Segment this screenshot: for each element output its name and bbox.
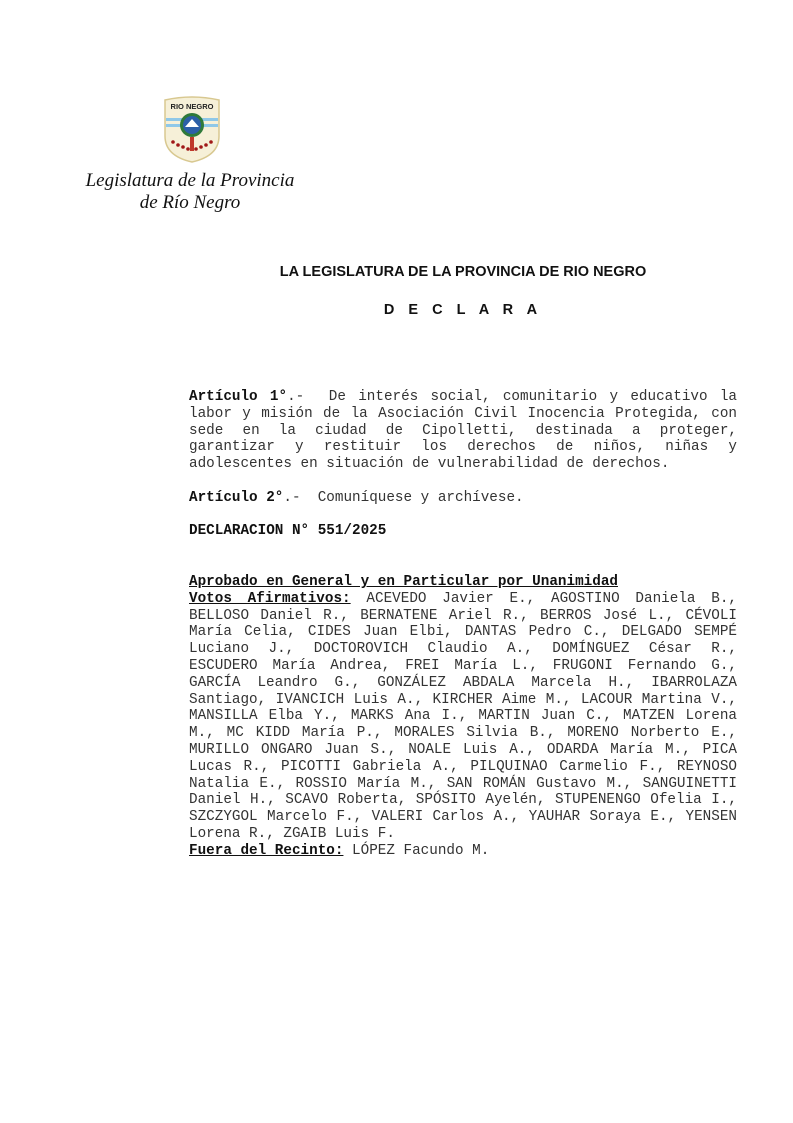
declaration-number [189,523,737,540]
absent-paragraph [189,843,737,860]
organization-line-1: Legislatura de la Provincia [85,170,295,191]
article-1 [189,389,737,473]
document-title: LA LEGISLATURA DE LA PROVINCIA DE RIO NEGRO [279,264,647,280]
organization-name [80,170,300,214]
votes-list: ACEVEDO Javier E., AGOSTINO Daniela B., BELLOSO Daniel R., BERNATENE Ariel R., BERROS José L., CÉVOLI María Celia, CIDES Juan Elbi, DANTAS Pedro C., DELGADO SEMPÉ Luciano J., DOCTOROVICH Claudio A., DOMÍNGUEZ César R., ESCUDERO María Andrea, FREI María L., FRUGONI Fernando G., GARCÍA Leandro G., GONZÁLEZ ABDALA Marcela H., IBARROLAZA Santiago, IVANCICH Luis A., KIRCHER Aime M., LACOUR Martina V., MANSILLA Elba Y., MARKS Ana I., MARTIN Juan C., MATZEN Lorena M., MC KIDD María P., MORALES Silvia B., MORENO Norberto E., MURILLO ONGARO Juan S., NOALE Luis A., ODARDA María M., PICA Lucas R., PICOTTI Gabriela A., PILQUINAO Carmelio F., REYNOSO Natalia E., ROSSIO María M., SAN ROMÁN Gustavo M., SANGUINETTI Daniel H., SCAVO Roberta, SPÓSITO Ayelén, STUPENENGO Ofelia I., SZCZYGOL Marcelo F., VALERI Carlos A., YAUHAR Soraya E., YENSEN Lorena R., ZGAIB Luis F. [189,590,737,842]
article-2-label: Artículo 2° [189,490,284,506]
article-2-separator: .- [283,490,301,506]
logo-text: RIO NEGRO [170,102,214,111]
voting-record [189,574,737,860]
absent-list: LÓPEZ Facundo M. [352,842,490,859]
organization-line-2: de Río Negro [139,192,241,213]
article-2-text: Comuníquese y archívese. [317,490,524,506]
article-2 [189,490,737,507]
article-1-separator: .- [287,389,305,405]
document-subtitle: D E C L A R A [383,302,543,318]
article-1-text: De interés social, comunitario y educativo la labor y misión de la Asociación Civil Inocencia Protegida, con sede en la ciudad de Cipolletti, destinada a proteger, garantizar y restituir los derechos de niños, niñas y adolescentes en situación de vulnerabilidad de derechos. [189,389,737,473]
article-1-label: Artículo 1° [189,389,288,405]
absent-label: Fuera del Recinto: [189,842,344,859]
approval-heading: Aprobado en General y en Particular por Unanimidad [189,574,618,590]
votes-paragraph [189,591,737,843]
votes-label: Votos Afirmativos: [189,590,351,607]
rio-negro-coat-of-arms-logo [161,96,223,164]
declaration-number-text: DECLARACION N° 551/2025 [189,523,387,539]
